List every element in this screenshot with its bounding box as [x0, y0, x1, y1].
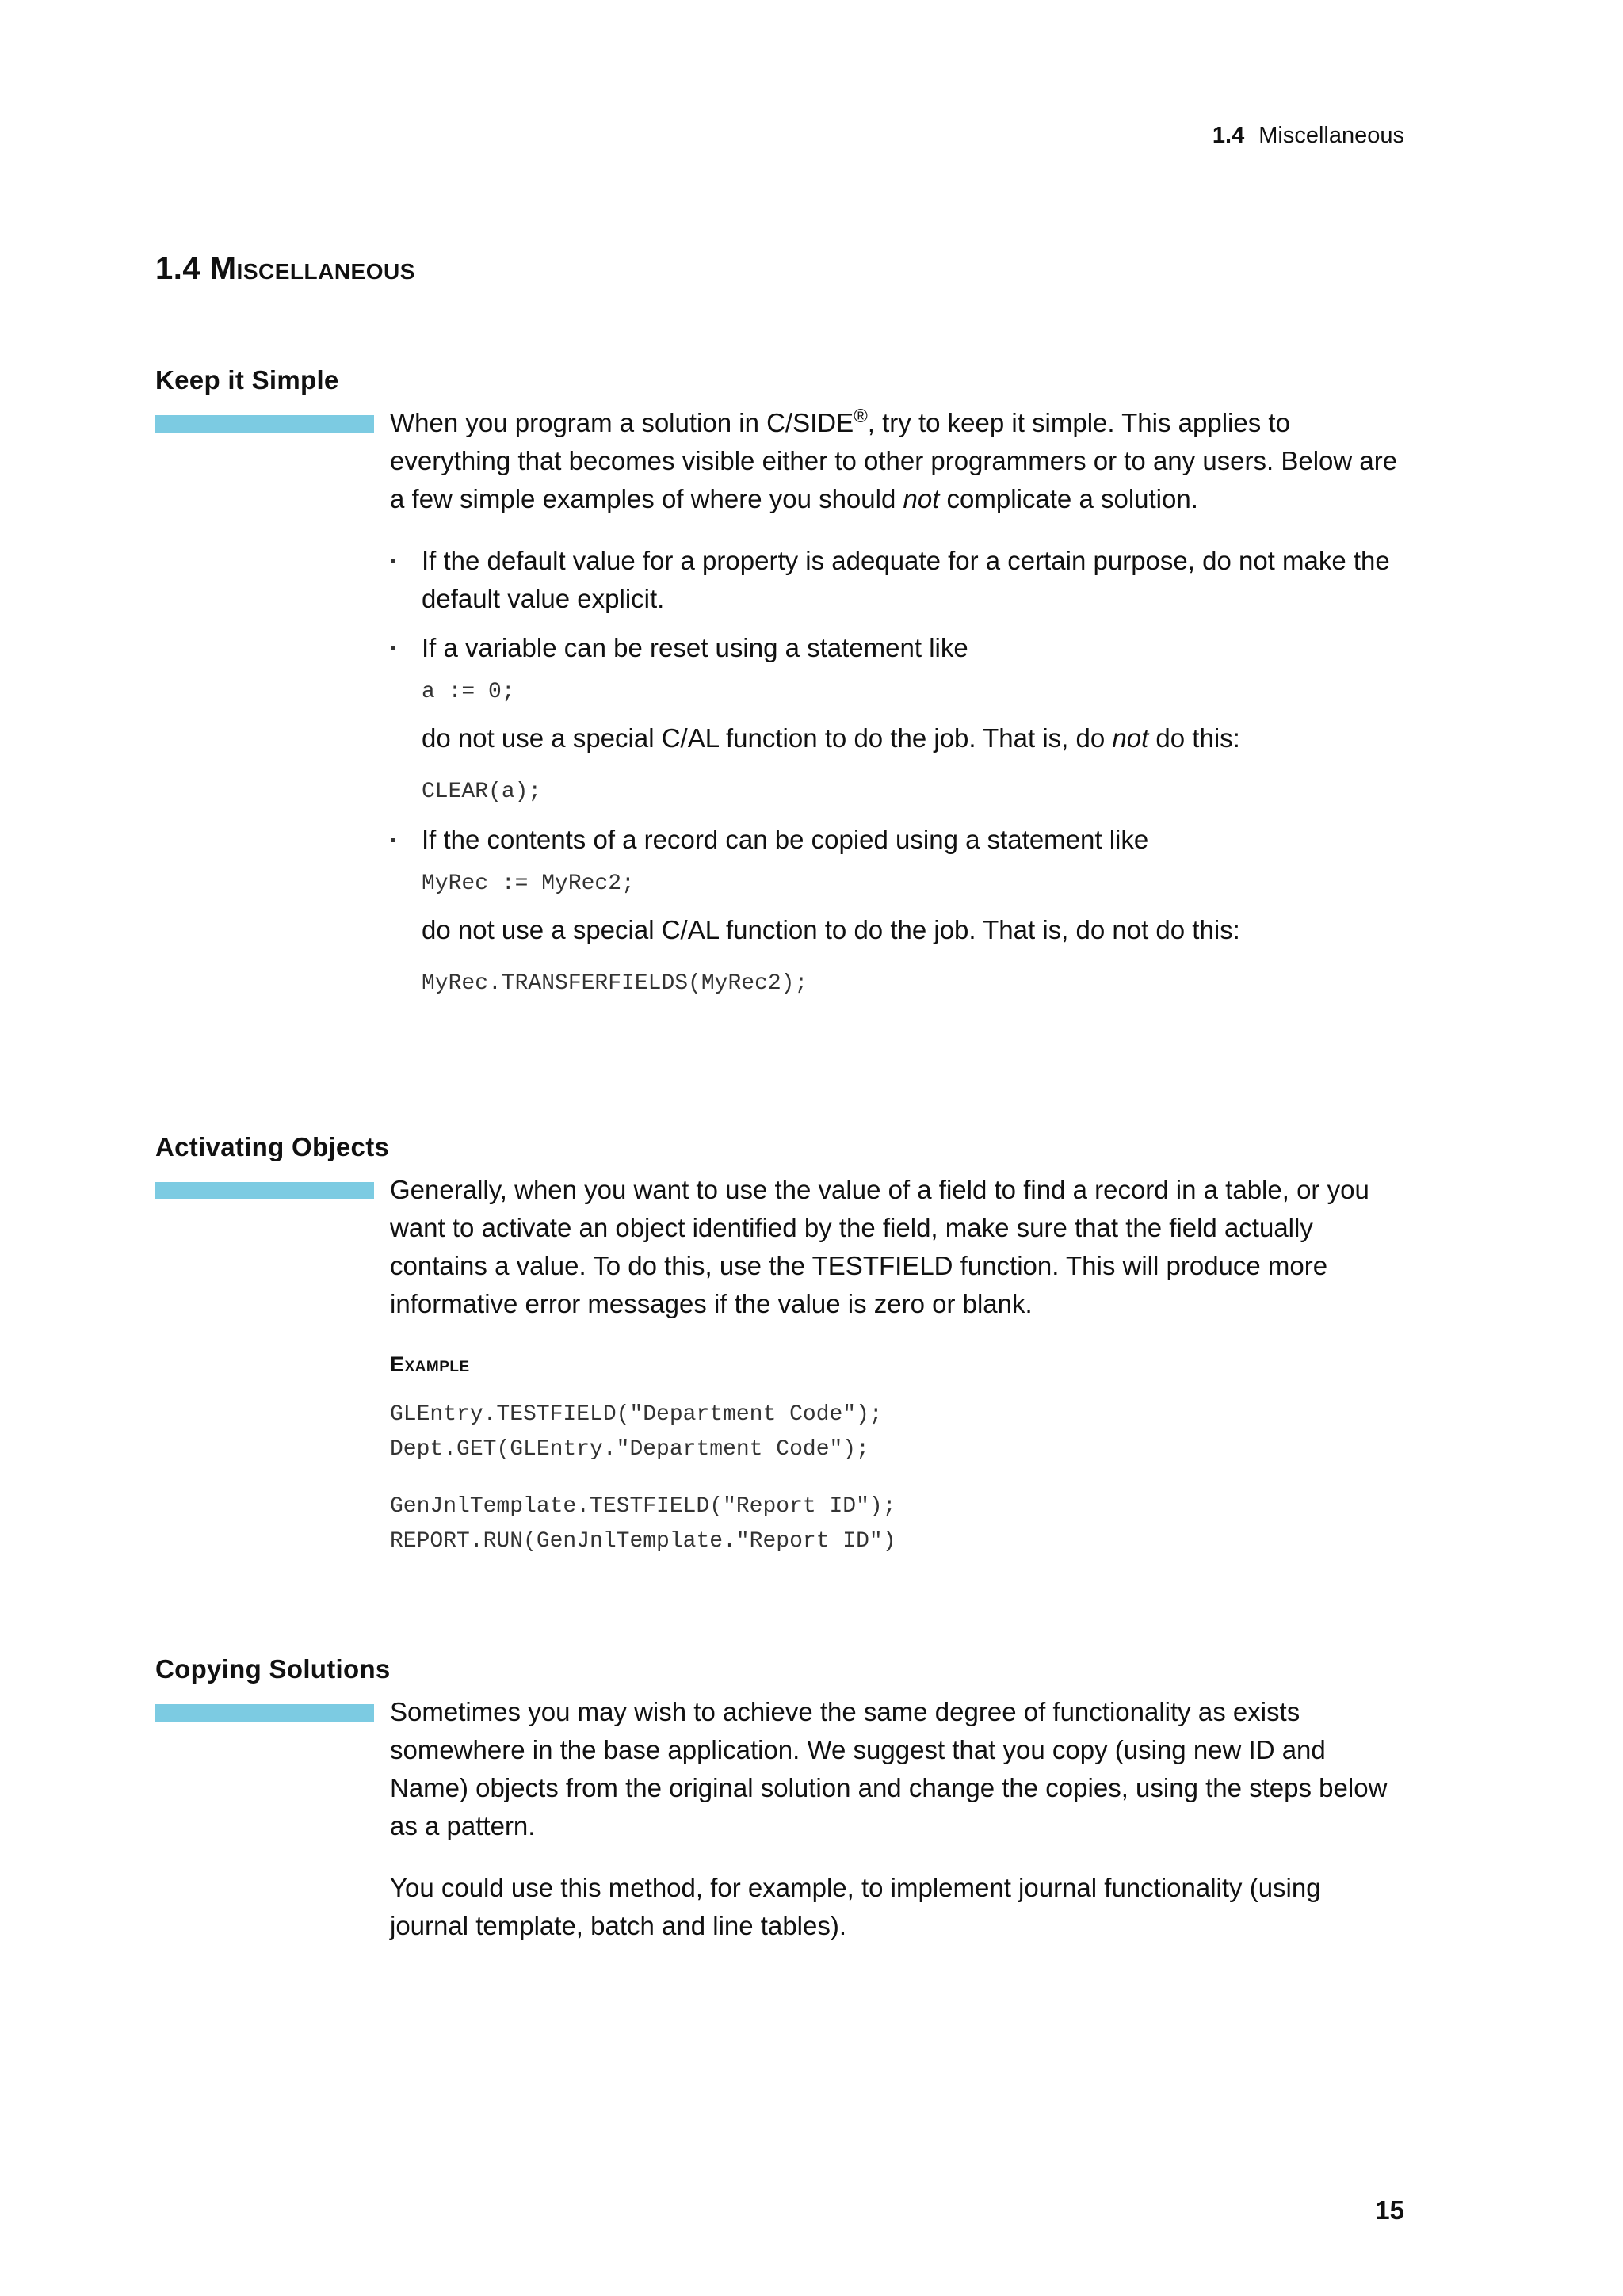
subsection-heading: Activating Objects [155, 1132, 390, 1161]
registered-mark: ® [854, 406, 868, 427]
subsection-copying-solutions [155, 1653, 1407, 1940]
code-line: MyRec.TRANSFERFIELDS(MyRec2); [422, 971, 808, 996]
example-label: Example [390, 1352, 470, 1376]
code-block: GenJnlTemplate.TESTFIELD("Report ID"); REPORT.RUN(GenJnlTemplate."Report ID") [390, 1494, 896, 1554]
section-title-text: Miscellaneous [209, 251, 415, 286]
running-header [1212, 121, 1404, 150]
body-paragraph: Sometimes you may wish to achieve the same degree of functionality as exists somewhere in the base application. We suggest that you copy (using new ID and Name) objects from the original solution and change the copies, using the steps below as a pattern. [390, 1697, 1388, 1840]
code-line: CLEAR(a); [422, 780, 542, 804]
list-item-followup: do not use a special C/AL function to do the job. That is, do not do this: [422, 723, 1240, 753]
running-header-title: Miscellaneous [1258, 123, 1404, 148]
section-title [155, 249, 415, 288]
section-number: 1.4 [155, 251, 201, 286]
page-number: 15 [1375, 2195, 1404, 2225]
subsection-keep-it-simple [155, 364, 1407, 996]
bullet-list [390, 542, 1404, 1001]
subsection-body [390, 1693, 1404, 1945]
accent-bar [155, 1182, 374, 1199]
running-header-number: 1.4 [1212, 123, 1245, 148]
code-block: GLEntry.TESTFIELD("Department Code"); Dept.GET(GLEntry."Department Code"); [390, 1402, 883, 1462]
code-line: a := 0; [422, 680, 515, 704]
body-paragraph: Generally, when you want to use the value of a field to find a record in a table, or you want to activate an object identified by the field, make sure that the field actually contains a value. To do this, use the TESTFIELD function. This will produce more informative error messages if the value is zero or blank. [390, 1175, 1369, 1318]
subsection-body [390, 404, 1404, 1009]
list-item: If the default value for a property is adequate for a certain purpose, do not make the default value explicit. [390, 542, 1404, 618]
subsection-heading: Copying Solutions [155, 1654, 391, 1684]
body-paragraph: You could use this method, for example, to implement journal functionality (using journal template, batch and line tables). [390, 1873, 1321, 1940]
list-item-followup: do not use a special C/AL function to do the job. That is, do not do this: [422, 915, 1240, 944]
intro-paragraph: When you program a solution in C/SIDE®, try to keep it simple. This applies to everything that becomes visible either to other programmers or to any users. Below are a few simple examples of where you should not complicate a solution. [390, 406, 1398, 513]
accent-bar [155, 415, 374, 433]
subsection-body [390, 1171, 1404, 1559]
list-item: If the contents of a record can be copied using a statement like MyRec := MyRec2; do not use a special C/AL function to do the job. That is, do not do this: MyRec.TRANSFERFIELDS(MyRec2); [390, 821, 1404, 1001]
subsection-heading: Keep it Simple [155, 365, 339, 395]
accent-bar [155, 1704, 374, 1722]
subsection-activating-objects [155, 1131, 1407, 1554]
list-item: If a variable can be reset using a statement like a := 0; do not use a special C/AL function to do the job. That is, do not do this: CLEAR(a); [390, 629, 1404, 810]
code-line: MyRec := MyRec2; [422, 871, 635, 896]
